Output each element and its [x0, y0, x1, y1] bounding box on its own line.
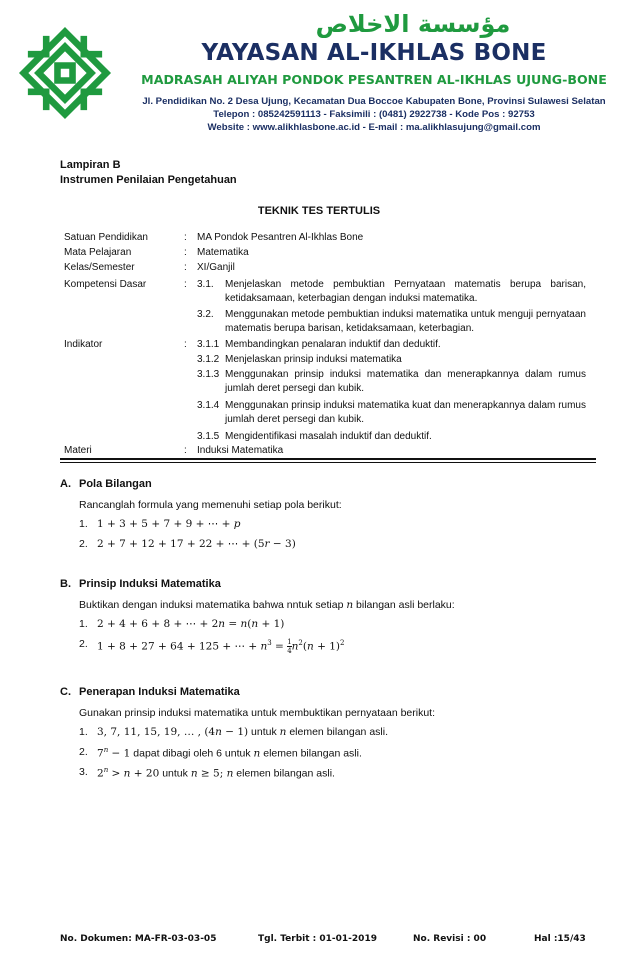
meta-colon: :: [184, 247, 187, 258]
item-number: 2.: [79, 746, 88, 758]
instrumen-label: Instrumen Penilaian Pengetahuan: [60, 174, 237, 186]
statement-text: elemen bilangan asli.: [233, 767, 335, 780]
item-statement: [97, 766, 335, 780]
statement-text: dapat dibagi oleh 6 untuk: [130, 747, 254, 760]
instruction-text: Buktikan dengan induksi matematika bahwa nntuk setiap: [79, 599, 344, 611]
meta-label: Satuan Pendidikan: [64, 232, 148, 243]
indikator-num: 3.1.4: [197, 400, 220, 411]
meta-value: Matematika: [197, 247, 249, 258]
meta-label: Mata Pelajaran: [64, 247, 132, 258]
formula-part: 𝑛: [291, 640, 299, 653]
footer-dokumen: No. Dokumen: MA-FR-03-03-05: [60, 934, 217, 944]
lampiran-label: Lampiran B: [60, 159, 121, 171]
divider-thick: [60, 458, 596, 460]
lampiran-heading: [60, 158, 237, 188]
meta-label: Materi: [64, 445, 92, 456]
item-number: 3.: [79, 766, 88, 778]
address-line: Jl. Pendidikan No. 2 Desa Ujung, Kecamatan Dua Boccoe Kabupaten Bone, Provinsi Sulawesi Selatan: [142, 96, 606, 107]
indikator-text: Mengidentifikasi masalah induktif dan deduktif.: [225, 431, 432, 442]
formula-part: =: [271, 640, 288, 653]
formula-sup: 𝑛: [103, 746, 109, 754]
meta-value: Induksi Matematika: [197, 445, 284, 456]
divider-thin: [60, 462, 596, 463]
section-letter: C.: [60, 686, 71, 698]
web-line: Website : www.alikhlasbone.ac.id - E-mail : ma.alikhlasujung@gmail.com: [207, 122, 541, 133]
formula-part: > 𝑛 + 20: [108, 767, 160, 780]
item-formula: [97, 638, 344, 655]
kd-num: 3.1.: [197, 279, 214, 290]
item-number: 1.: [79, 518, 88, 530]
meta-colon: :: [184, 445, 187, 456]
section-b-instruction: [79, 599, 455, 611]
phone-line: Telepon : 085242591113 - Faksimili : (0481) 2922738 - Kode Pos : 92753: [213, 109, 535, 120]
kd-text: Menggunakan metode pembuktian induksi matematika untuk menguji pernyataan matematis berupa barisan, ketidaksamaan, keterbagian.: [225, 309, 586, 334]
meta-colon: :: [184, 262, 187, 273]
formula-part: (𝑛 + 1): [302, 640, 340, 653]
meta-colon: :: [184, 232, 187, 243]
kd-text: Menjelaskan metode pembuktian Pernyataan matematis berupa barisan, ketidaksamaan, keterbagian dengan induksi matematika.: [225, 279, 586, 304]
formula-var: 𝑛 ≥ 5;: [190, 767, 224, 780]
indikator-num: 3.1.3: [197, 369, 220, 380]
item-number: 2.: [79, 538, 88, 550]
formula-var: 𝑛: [279, 726, 287, 738]
indikator-num: 3.1.5: [197, 431, 220, 442]
meta-colon: :: [184, 279, 187, 290]
item-formula: 2 + 7 + 12 + 17 + 22 + ⋯ + (5𝑟 − 3): [97, 538, 296, 550]
formula-part: 3, 7, 11, 15, 19, … , (4𝑛 − 1): [97, 726, 249, 738]
item-statement: [97, 726, 388, 738]
meta-value: MA Pondok Pesantren Al-Ikhlas Bone: [197, 232, 364, 243]
kd-num: 3.2.: [197, 309, 214, 320]
section-title: Pola Bilangan: [79, 478, 152, 490]
section-title: Penerapan Induksi Matematika: [79, 686, 240, 698]
fraction-denominator: 4: [287, 647, 292, 655]
formula-sup: 2: [340, 639, 345, 647]
indikator-num: 3.1.2: [197, 354, 220, 365]
indikator-text: Menjelaskan prinsip induksi matematika: [225, 354, 402, 365]
indikator-text: Membandingkan penalaran induktif dan deduktif.: [225, 339, 441, 350]
formula-sup: 𝑛: [103, 766, 109, 774]
formula-var: 𝑛: [253, 747, 261, 760]
item-number: 2.: [79, 638, 88, 650]
meta-colon: :: [184, 339, 187, 350]
org-name: YAYASAN AL-IKHLAS BONE: [201, 40, 547, 66]
statement-text: elemen bilangan asli.: [260, 747, 362, 760]
letterhead: [0, 0, 638, 150]
formula-sup: 2: [298, 639, 303, 647]
statement-text: elemen bilangan asli.: [286, 726, 388, 738]
item-number: 1.: [79, 618, 88, 630]
footer-terbit: Tgl. Terbit : 01-01-2019: [258, 934, 377, 944]
footer-revisi: No. Revisi : 00: [413, 934, 487, 944]
section-letter: B.: [60, 578, 71, 590]
formula-part: 1 + 8 + 27 + 64 + 125 + ⋯ + 𝑛: [97, 640, 268, 653]
section-c-instruction: Gunakan prinsip induksi matematika untuk membuktikan pernyataan berikut:: [79, 707, 436, 719]
indikator-num: 3.1.1: [197, 339, 220, 350]
yayasan-logo-icon: [18, 26, 112, 120]
school-name: MADRASAH ALIYAH PONDOK PESANTREN AL-IKHLAS UJUNG-BONE: [141, 72, 607, 87]
instruction-var: 𝑛: [346, 599, 354, 611]
meta-label: Indikator: [64, 339, 103, 350]
meta-label: Kelas/Semester: [64, 262, 135, 273]
page-title: TEKNIK TES TERTULIS: [257, 205, 381, 217]
statement-text: untuk: [248, 726, 280, 738]
statement-text: untuk: [159, 767, 191, 780]
indikator-text: Menggunakan prinsip induksi matematika dan menerapkannya dalam rumus jumlah deret persegi dan kubik.: [225, 369, 586, 394]
formula-var: 𝑛: [223, 767, 234, 780]
section-a-instruction: Rancanglah formula yang memenuhi setiap pola berikut:: [79, 499, 342, 511]
meta-value: XI/Ganjil: [197, 262, 235, 273]
item-formula: 2 + 4 + 6 + 8 + ⋯ + 2𝑛 = 𝑛(𝑛 + 1): [97, 618, 285, 630]
fraction-numerator: 1: [287, 638, 292, 646]
footer-page: Hal :15/43: [534, 934, 586, 944]
indikator-text: Menggunakan prinsip induksi matematika kuat dan menerapkannya dalam rumus jumlah deret persegi dan kubik.: [225, 400, 586, 425]
section-title: Prinsip Induksi Matematika: [79, 578, 221, 590]
formula-part: − 1: [108, 747, 131, 760]
arabic-name: مؤسسة الاخلاص: [315, 10, 511, 38]
section-letter: A.: [60, 478, 71, 490]
item-statement: [97, 746, 362, 760]
item-number: 1.: [79, 726, 88, 738]
formula-part: 2: [97, 767, 104, 780]
formula-part: 7: [97, 747, 104, 760]
instruction-text: bilangan asli berlaku:: [356, 599, 455, 611]
meta-label: Kompetensi Dasar: [64, 279, 147, 290]
formula-sup: 3: [267, 639, 272, 647]
item-formula: 1 + 3 + 5 + 7 + 9 + ⋯ + 𝑝: [97, 518, 241, 530]
